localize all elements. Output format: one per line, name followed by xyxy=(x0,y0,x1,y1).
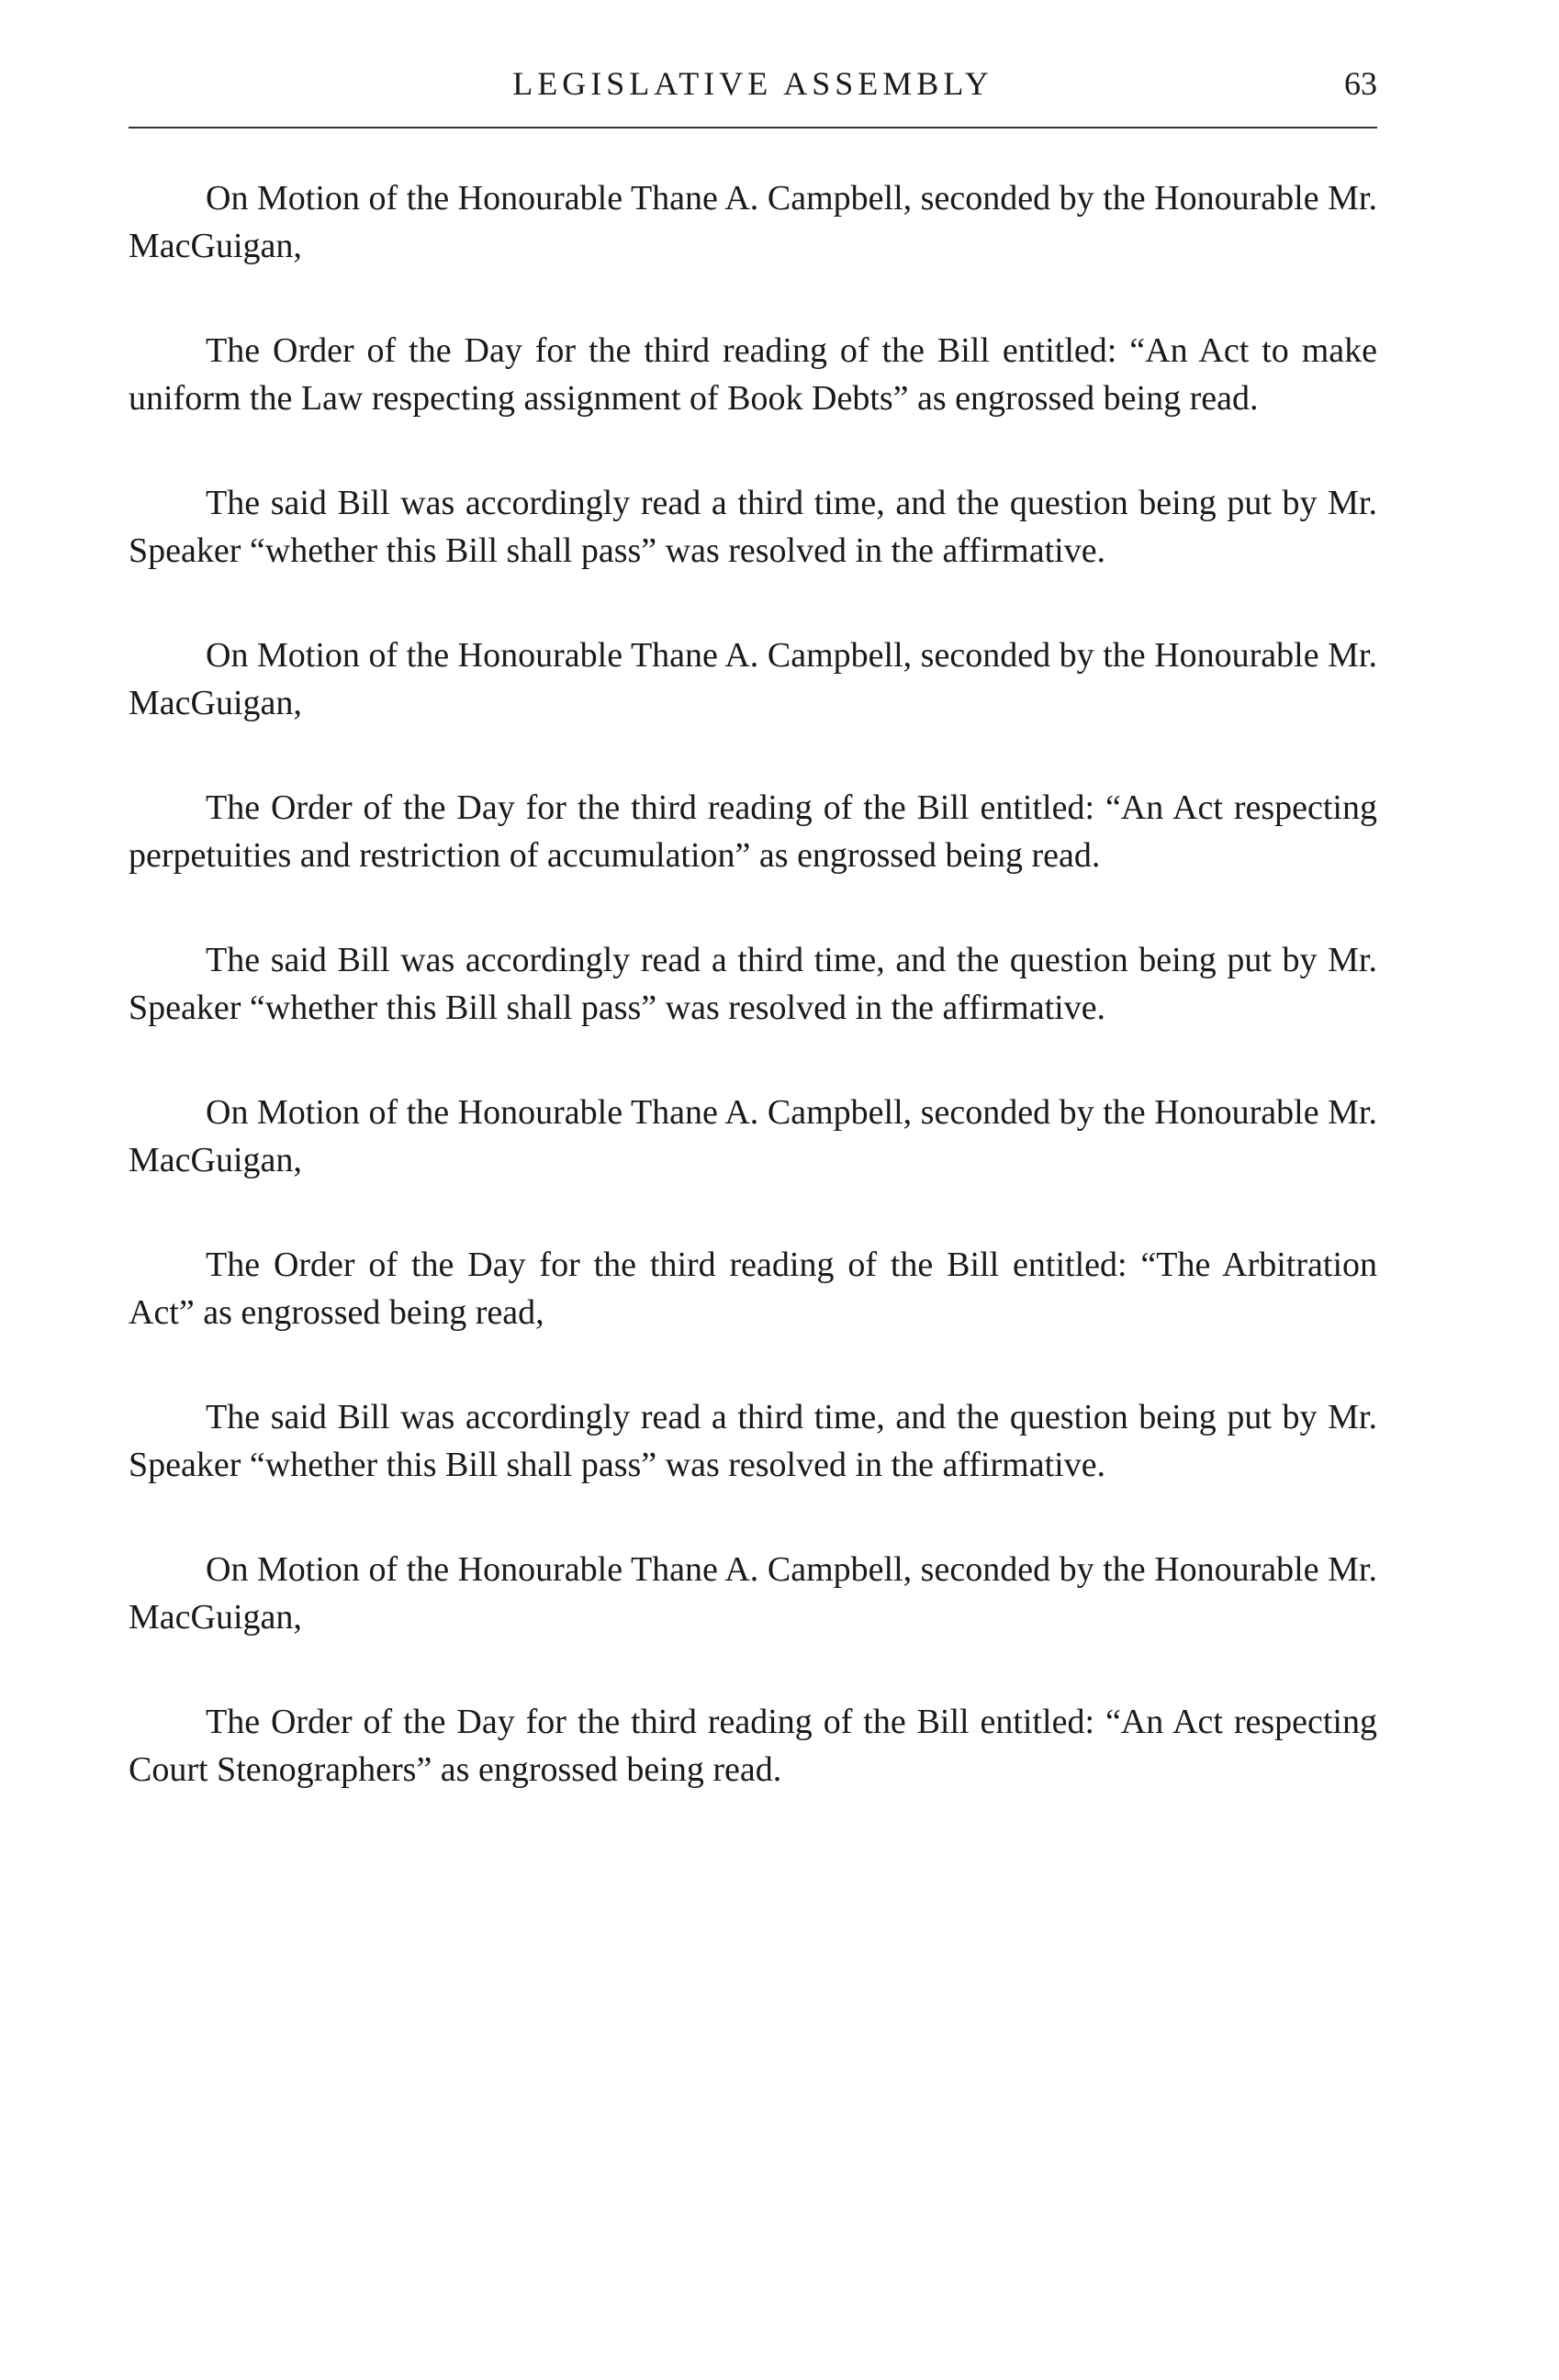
order-of-day-paragraph: The Order of the Day for the third reading of the Bill entitled: “The Arbitration Act” as engrossed being read, xyxy=(129,1246,1377,1332)
resolution-paragraph: The said Bill was accordingly read a third time, and the question being put by Mr. Speaker “whether this Bill shall pass” was resolved in the affirmative. xyxy=(129,484,1377,570)
motion-paragraph: On Motion of the Honourable Thane A. Campbell, seconded by the Honourable Mr. MacGuigan, xyxy=(129,179,1377,265)
order-of-day-paragraph: The Order of the Day for the third reading of the Bill entitled: “An Act to make uniform the Law respecting assignment of Book Debts” as engrossed being read. xyxy=(129,331,1377,418)
body-text xyxy=(129,174,1377,1850)
resolution-paragraph: The said Bill was accordingly read a third time, and the question being put by Mr. Speaker “whether this Bill shall pass” was resolved in the affirmative. xyxy=(129,941,1377,1027)
motion-paragraph: On Motion of the Honourable Thane A. Campbell, seconded by the Honourable Mr. MacGuigan, xyxy=(129,636,1377,722)
running-head: LEGISLATIVE ASSEMBLY xyxy=(512,65,993,102)
order-of-day-paragraph: The Order of the Day for the third reading of the Bill entitled: “An Act respecting Court Stenographers” as engrossed being read. xyxy=(129,1703,1377,1789)
resolution-paragraph: The said Bill was accordingly read a third time, and the question being put by Mr. Speaker “whether this Bill shall pass” was resolved in the affirmative. xyxy=(129,1398,1377,1484)
header-rule xyxy=(129,127,1377,128)
order-of-day-paragraph: The Order of the Day for the third reading of the Bill entitled: “An Act respecting perpetuities and restriction of accumulation” as engrossed being read. xyxy=(129,788,1377,875)
page-header xyxy=(129,57,1377,112)
motion-paragraph: On Motion of the Honourable Thane A. Campbell, seconded by the Honourable Mr. MacGuigan, xyxy=(129,1550,1377,1637)
motion-paragraph: On Motion of the Honourable Thane A. Campbell, seconded by the Honourable Mr. MacGuigan, xyxy=(129,1093,1377,1179)
page-number: 63 xyxy=(1344,65,1377,102)
